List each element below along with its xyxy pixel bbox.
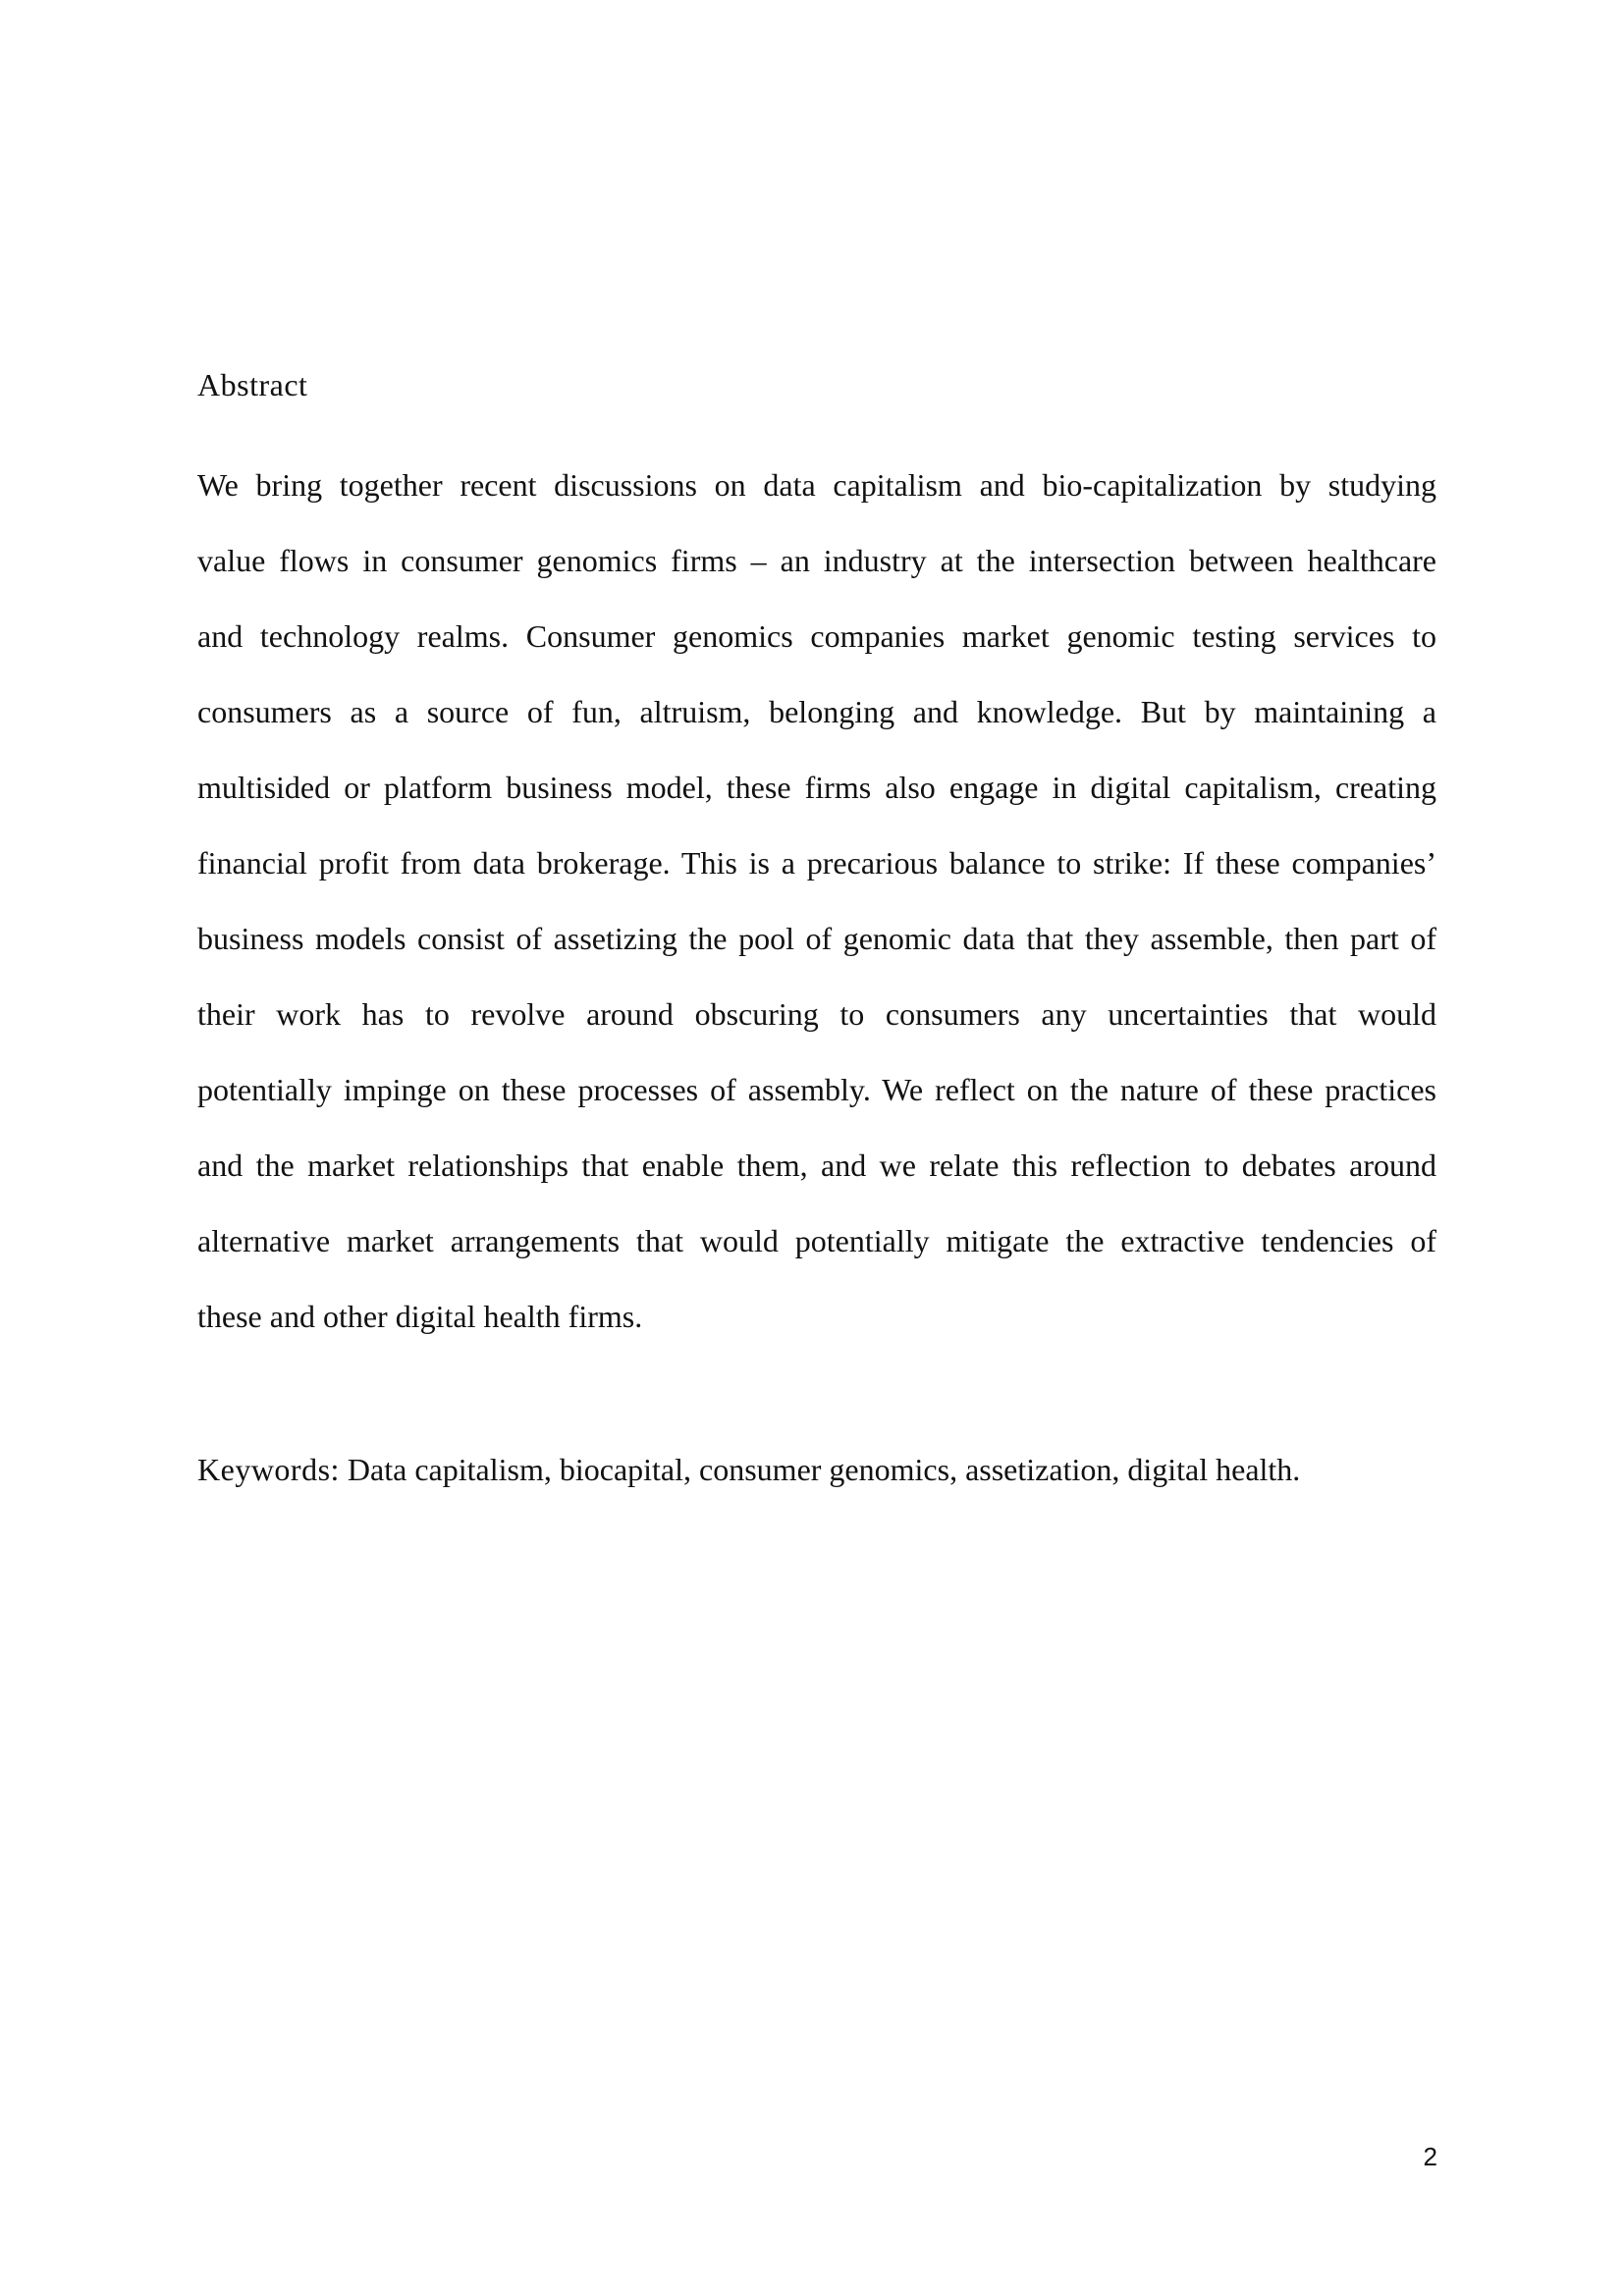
abstract-line: multisided or platform business model, these firms also engage in digital capitalism, creating — [197, 770, 1436, 805]
abstract-line: consumers as a source of fun, altruism, belonging and knowledge. But by maintaining a — [197, 694, 1436, 729]
abstract-line: and technology realms. Consumer genomics companies market genomic testing services to — [197, 618, 1436, 654]
abstract-line: alternative market arrangements that would potentially mitigate the extractive tendencies of — [197, 1223, 1436, 1258]
keywords-text: Data capitalism, biocapital, consumer genomics, assetization, digital health. — [339, 1452, 1301, 1487]
abstract-line: their work has to revolve around obscuring to consumers any uncertainties that would — [197, 996, 1436, 1032]
abstract-line: potentially impinge on these processes of assembly. We reflect on the nature of these practices — [197, 1072, 1436, 1107]
keywords — [197, 1448, 1300, 1491]
page-number: 2 — [1423, 2142, 1437, 2171]
abstract-heading: Abstract — [197, 367, 308, 402]
abstract-line: and the market relationships that enable them, and we relate this reflection to debates around — [197, 1148, 1436, 1183]
abstract-line: financial profit from data brokerage. This is a precarious balance to strike: If these companies’ — [197, 845, 1436, 881]
abstract-line: business models consist of assetizing the pool of genomic data that they assemble, then part of — [197, 921, 1436, 956]
keywords-label: Keywords: — [197, 1452, 340, 1487]
abstract-line: these and other digital health firms. — [197, 1299, 643, 1334]
abstract-line: We bring together recent discussions on data capitalism and bio-capitalization by studying — [197, 467, 1436, 503]
abstract-body — [197, 448, 1436, 1355]
abstract-line: value flows in consumer genomics firms – an industry at the intersection between healthcare — [197, 543, 1436, 578]
